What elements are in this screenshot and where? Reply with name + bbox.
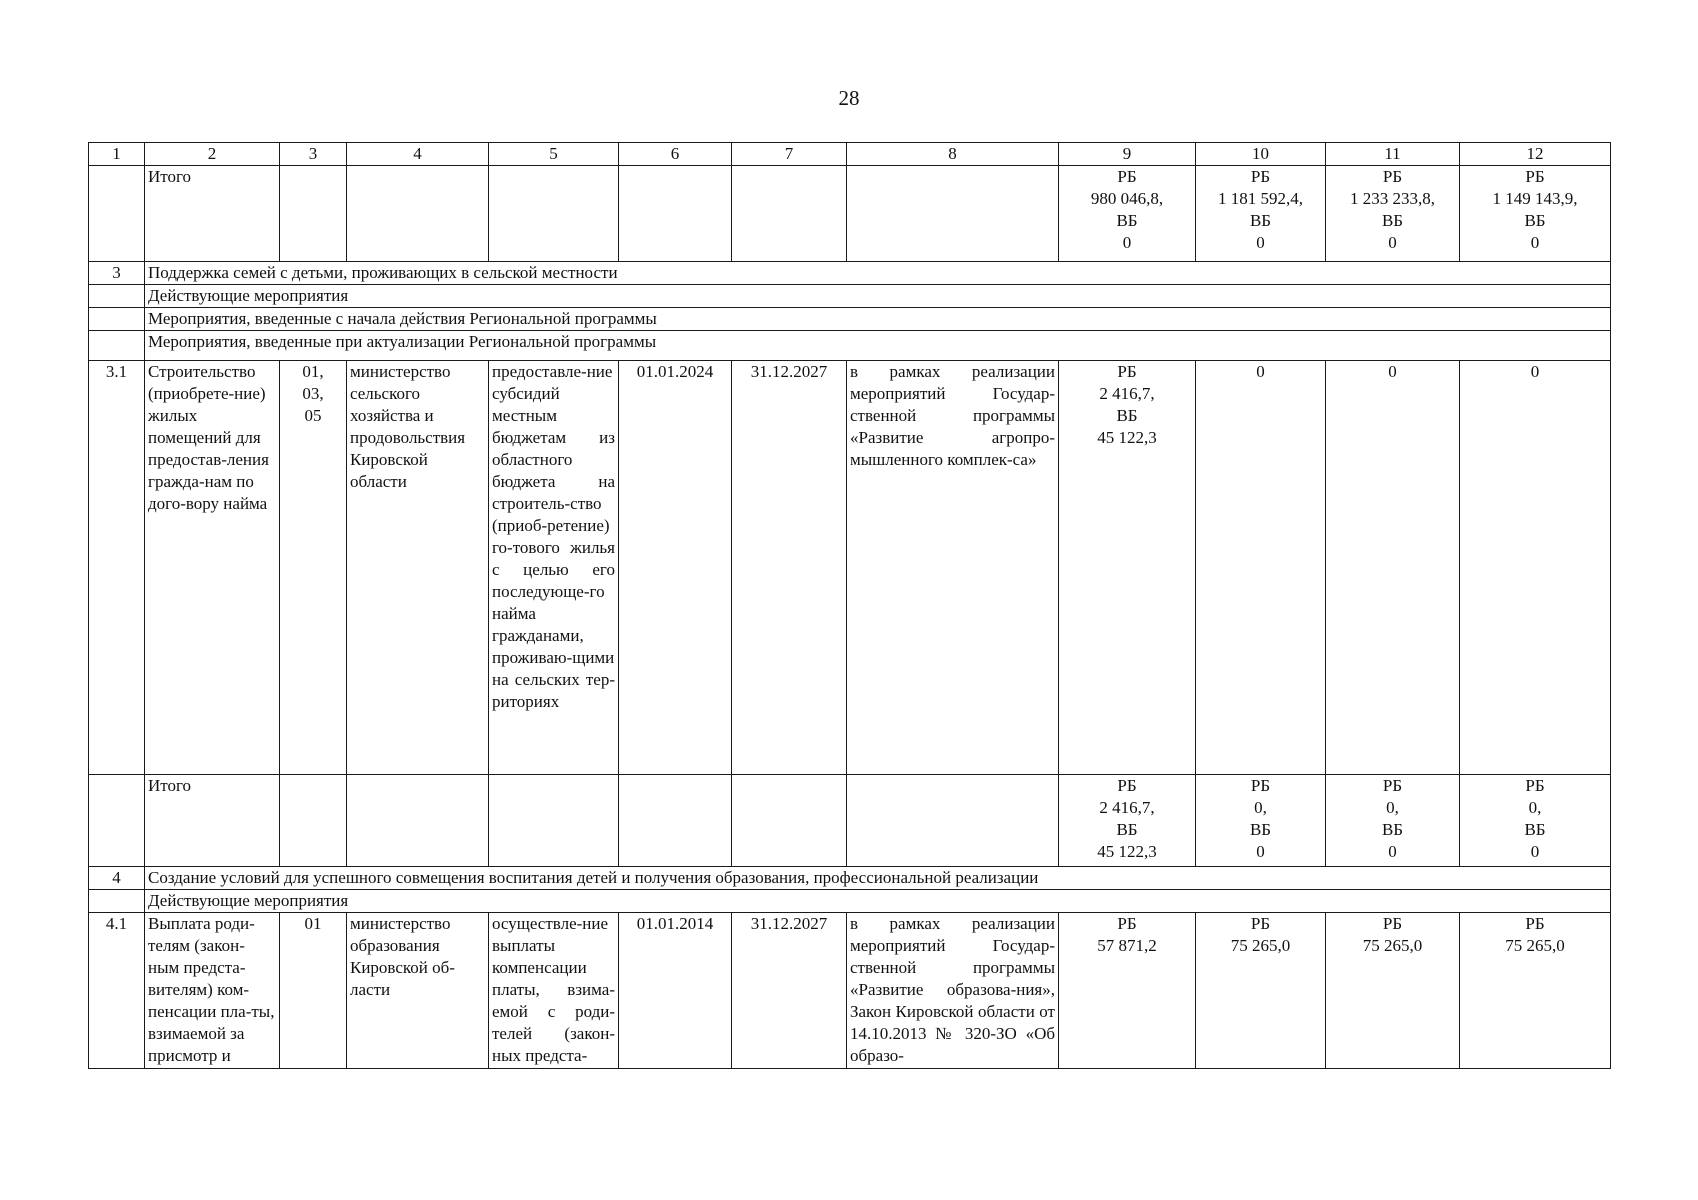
amount-year-2: 0 [1196, 361, 1326, 775]
section-number: 4 [89, 867, 145, 890]
amount-year-3: РБ 75 265,0 [1326, 913, 1460, 1069]
section-title: Поддержка семей с детьми, проживающих в сельской местности [145, 262, 1611, 285]
page-number: 28 [838, 86, 860, 110]
measure-end-date: 31.12.2027 [732, 361, 847, 775]
column-number: 5 [489, 143, 619, 166]
measure-executor: министерство сельского хозяйства и продовольствия Кировской области [347, 361, 489, 775]
amount-year-3: РБ 0, ВБ 0 [1326, 775, 1460, 867]
measure-description: предоставле-ние субсидий местным бюджетам из областного бюджета на строитель-ство (приоб-ретение) го-тового жилья с целью его последующе-го найма гражданами, проживаю-щими на сельских тер-риториях [489, 361, 619, 775]
section-number: 3 [89, 262, 145, 285]
measure-executor: министерство образования Кировской об-ласти [347, 913, 489, 1069]
column-numbers-row [89, 143, 1611, 166]
total-row-1 [89, 166, 1611, 262]
column-number: 8 [847, 143, 1059, 166]
measure-number: 4.1 [89, 913, 145, 1069]
measure-row-3-1 [89, 361, 1611, 775]
subsection-title: Мероприятия, введенные с начала действия Региональной программы [145, 308, 1611, 331]
amount-year-4: РБ 1 149 143,9, ВБ 0 [1460, 166, 1611, 262]
total-row-2 [89, 775, 1611, 867]
measure-description: осуществле-ние выплаты компенсации платы, взима-емой с роди-телей (закон-ных предста- [489, 913, 619, 1069]
measure-end-date: 31.12.2027 [732, 913, 847, 1069]
column-number: 12 [1460, 143, 1611, 166]
column-number: 2 [145, 143, 280, 166]
amount-year-3: 0 [1326, 361, 1460, 775]
column-number: 11 [1326, 143, 1460, 166]
amount-year-1: РБ 980 046,8, ВБ 0 [1059, 166, 1196, 262]
amount-year-2: РБ 1 181 592,4, ВБ 0 [1196, 166, 1326, 262]
measure-row-4-1 [89, 913, 1611, 1069]
measure-basis: в рамках реализации мероприятий Государ-ственной программы «Развитие образова-ния», Закон Кировской области от 14.10.2013 № 320-ЗО «Об образо- [847, 913, 1059, 1069]
section-3-row [89, 262, 1611, 285]
measure-number: 3.1 [89, 361, 145, 775]
column-number: 10 [1196, 143, 1326, 166]
amount-year-1: РБ 2 416,7, ВБ 45 122,3 [1059, 361, 1196, 775]
amount-year-4: РБ 0, ВБ 0 [1460, 775, 1611, 867]
subsection-row [89, 308, 1611, 331]
measure-start-date: 01.01.2024 [619, 361, 732, 775]
measure-basis: в рамках реализации мероприятий Государ-ственной программы «Развитие агропро-мышленного комплек-са» [847, 361, 1059, 775]
section-4-row [89, 867, 1611, 890]
subsection-row [89, 890, 1611, 913]
column-number: 9 [1059, 143, 1196, 166]
section-title: Создание условий для успешного совмещения воспитания детей и получения образования, профессиональной реализации [145, 867, 1611, 890]
measure-name: Строительство (приобрете-ние) жилых помещений для предостав-ления гражда-нам по дого-вору найма [145, 361, 280, 775]
subsection-row [89, 285, 1611, 308]
subsection-row [89, 331, 1611, 361]
total-label: Итого [145, 775, 280, 867]
total-label: Итого [145, 166, 280, 262]
measure-start-date: 01.01.2014 [619, 913, 732, 1069]
amount-year-3: РБ 1 233 233,8, ВБ 0 [1326, 166, 1460, 262]
column-number: 7 [732, 143, 847, 166]
measure-codes: 01 [280, 913, 347, 1069]
amount-year-2: РБ 75 265,0 [1196, 913, 1326, 1069]
column-number: 1 [89, 143, 145, 166]
measure-name: Выплата роди-телям (закон-ным предста-вителям) ком-пенсации пла-ты, взимаемой за присмотр и [145, 913, 280, 1069]
measure-codes: 01, 03, 05 [280, 361, 347, 775]
program-table [88, 142, 1611, 1069]
amount-year-1: РБ 2 416,7, ВБ 45 122,3 [1059, 775, 1196, 867]
subsection-title: Действующие мероприятия [145, 285, 1611, 308]
column-number: 6 [619, 143, 732, 166]
subsection-title: Мероприятия, введенные при актуализации Региональной программы [145, 331, 1611, 361]
amount-year-4: РБ 75 265,0 [1460, 913, 1611, 1069]
column-number: 4 [347, 143, 489, 166]
column-number: 3 [280, 143, 347, 166]
amount-year-4: 0 [1460, 361, 1611, 775]
subsection-title: Действующие мероприятия [145, 890, 1611, 913]
amount-year-2: РБ 0, ВБ 0 [1196, 775, 1326, 867]
amount-year-1: РБ 57 871,2 [1059, 913, 1196, 1069]
